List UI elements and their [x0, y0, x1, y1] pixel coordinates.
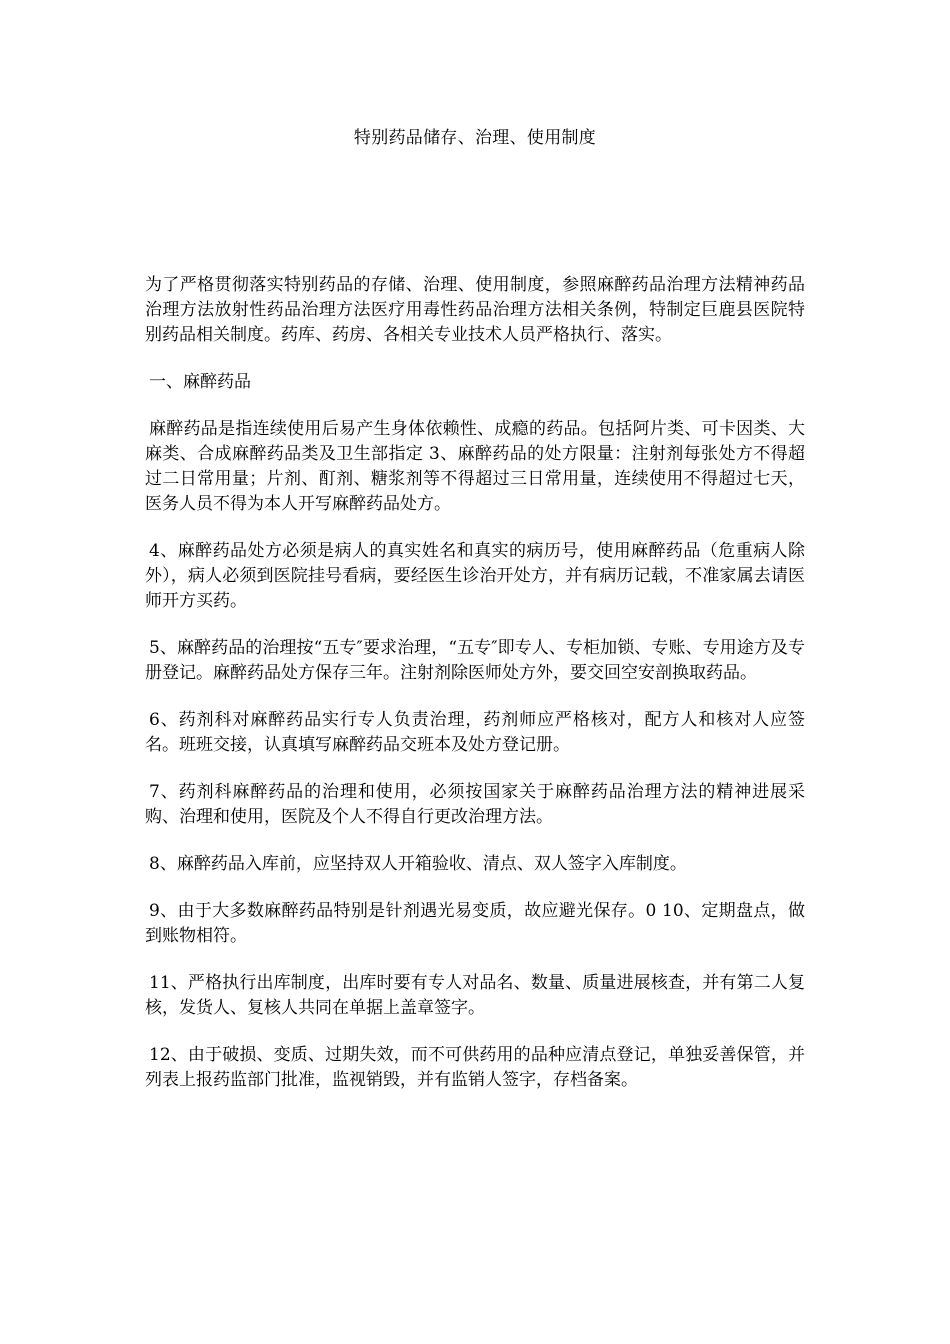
paragraph-item-11: 11、严格执行出库制度，出库时要有专人对品名、数量、质量进展核查，并有第二人复核，发货人、复核人共同在单据上盖章签字。 [145, 973, 805, 1018]
paragraph-item-9: 9、由于大多数麻醉药品特别是针剂遇光易变质，故应避光保存。0 10、定期盘点，做到账物相符。 [145, 901, 805, 946]
paragraph-item-12: 12、由于破损、变质、过期失效，而不可供药用的品种应清点登记，单独妥善保管，并列表上报药监部门批准，监视销毁，并有监销人签字，存档备案。 [145, 1045, 805, 1090]
paragraph-item-7: 7、药剂科麻醉药品的治理和使用，必须按国家关于麻醉药品治理方法的精神进展采购、治理和使用，医院及个人不得自行更改治理方法。 [145, 782, 805, 827]
paragraph-definition: 麻醉药品是指连续使用后易产生身体依赖性、成瘾的药品。包括阿片类、可卡因类、大麻类、合成麻醉药品类及卫生部指定 3、麻醉药品的处方限量：注射剂每张处方不得超过二日常用量；片剂、酊剂、糖浆剂等不得超过三日常用量，连续使用不得超过七天，医务人员不得为本人开写麻醉药品处方。 [145, 419, 805, 514]
paragraph-item-6: 6、药剂科对麻醉药品实行专人负责治理，药剂师应严格核对，配方人和核对人应签名。班班交接，认真填写麻醉药品交班本及处方登记册。 [145, 710, 805, 755]
document-body [145, 273, 805, 1115]
paragraph-item-8: 8、麻醉药品入库前，应坚持双人开箱验收、清点、双人签字入库制度。 [149, 854, 687, 874]
section-heading-anesthetics: 一、麻醉药品 [149, 372, 251, 392]
paragraph-item-5: 5、麻醉药品的治理按“五专″要求治理，“五专″即专人、专柜加锁、专账、专用途方及专册登记。麻醉药品处方保存三年。注射剂除医师处方外，要交回空安剖换取药品。 [145, 638, 805, 683]
paragraph-intro: 为了严格贯彻落实特别药品的存储、治理、使用制度，参照麻醉药品治理方法精神药品治理方法放射性药品治理方法医疗用毒性药品治理方法相关条例，特制定巨鹿县医院特别药品相关制度。药库、药房、各相关专业技术人员严格执行、落实。 [145, 275, 805, 345]
paragraph-item-4: 4、麻醉药品处方必须是病人的真实姓名和真实的病历号，使用麻醉药品（危重病人除外），病人必须到医院挂号看病，要经医生诊治开处方，并有病历记载，不准家属去请医师开方买药。 [145, 541, 805, 611]
document-title: 特别药品储存、治理、使用制度 [353, 128, 597, 148]
